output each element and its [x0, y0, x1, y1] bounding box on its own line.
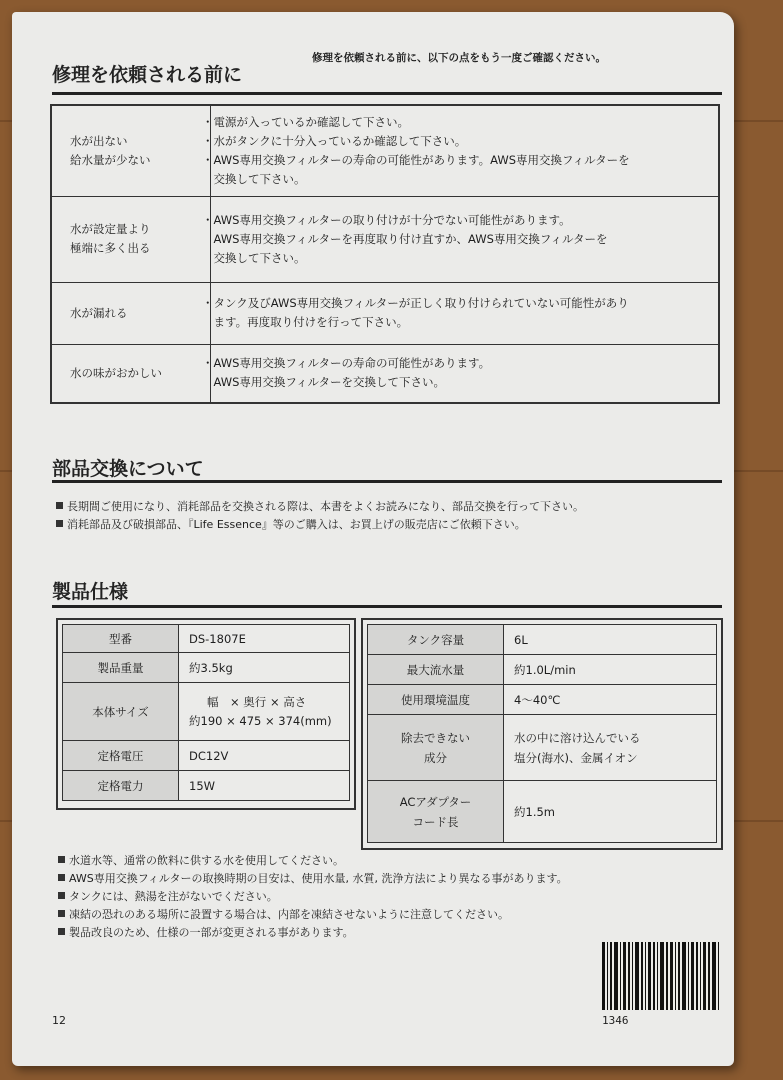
note-line: AWS専用交換フィルターの取換時期の目安は、使用水量, 水質, 洗浄方法により異なる事があります。 — [58, 870, 568, 886]
spec-row — [368, 625, 717, 655]
spec-row — [63, 625, 350, 653]
spec-table-left — [62, 624, 350, 801]
troubleshooting-row — [52, 106, 718, 197]
square-bullet-icon — [58, 928, 65, 935]
manual-page — [12, 12, 734, 1066]
remedy-cell: ・AWS専用交換フィルターの寿命の可能性があります。 AWS専用交換フィルターを交換して下さい。 — [202, 356, 491, 389]
spec-label: 定格電力 — [63, 771, 179, 801]
square-bullet-icon — [58, 874, 65, 881]
spec-value: 水の中に溶け込んでいる 塩分(海水)、金属イオン — [504, 715, 717, 781]
note-line: 凍結の恐れのある場所に設置する場合は、内部を凍結させないように注意してください。 — [58, 906, 509, 922]
spec-value: 幅 × 奥行 × 高さ 約190 × 475 × 374(mm) — [179, 683, 350, 741]
spec-value: 4～40℃ — [504, 685, 717, 715]
spec-label: タンク容量 — [368, 625, 504, 655]
spec-row — [63, 771, 350, 801]
symptom-cell: 水が出ない 給水量が少ない — [52, 106, 211, 196]
square-bullet-icon — [58, 892, 65, 899]
specs-title: 製品仕様 — [52, 581, 129, 603]
note-line: タンクには、熱湯を注がないでください。 — [58, 888, 278, 904]
troubleshooting-title: 修理を依頼される前に — [52, 64, 243, 86]
spec-row — [368, 685, 717, 715]
spec-label: ACアダプター コード長 — [368, 781, 504, 843]
spec-value: DC12V — [179, 741, 350, 771]
barcode-icon — [602, 942, 721, 1010]
barcode-number: 1346 — [602, 1014, 629, 1027]
spec-row — [63, 653, 350, 683]
troubleshooting-rule — [52, 92, 722, 95]
spec-row — [368, 715, 717, 781]
spec-label: 型番 — [63, 625, 179, 653]
spec-row — [63, 683, 350, 741]
symptom-cell: 水の味がおかしい — [52, 344, 211, 402]
parts-line: 長期間ご使用になり、消耗部品を交換される際は、本書をよくお読みになり、部品交換を行って下さい。 — [56, 498, 584, 514]
parts-title: 部品交換について — [52, 458, 204, 480]
spec-label: 製品重量 — [63, 653, 179, 683]
spec-value: 約1.5m — [504, 781, 717, 843]
note-line: 製品改良のため、仕様の一部が変更される事があります。 — [58, 924, 354, 940]
square-bullet-icon — [56, 520, 63, 527]
spec-value: 6L — [504, 625, 717, 655]
spec-value: 15W — [179, 771, 350, 801]
remedy-cell: ・タンク及びAWS専用交換フィルターが正しく取り付けられていない可能性があり ます。再度取り付けを行って下さい。 — [202, 296, 629, 329]
symptom-cell: 水が漏れる — [52, 282, 211, 344]
spec-value: 約1.0L/min — [504, 655, 717, 685]
spec-label: 本体サイズ — [63, 683, 179, 741]
remedy-cell: ・AWS専用交換フィルターの取り付けが十分でない可能性があります。 AWS専用交換フィルターを再度取り付け直すか、AWS専用交換フィルターを 交換して下さい。 — [202, 212, 608, 265]
troubleshooting-row — [52, 344, 718, 402]
spec-label: 除去できない 成分 — [368, 715, 504, 781]
spec-row — [63, 741, 350, 771]
square-bullet-icon — [56, 502, 63, 509]
square-bullet-icon — [58, 856, 65, 863]
specs-rule — [52, 605, 722, 608]
parts-rule — [52, 480, 722, 483]
symptom-cell: 水が設定量より 極端に多く出る — [52, 196, 211, 282]
troubleshooting-row — [52, 196, 718, 283]
spec-row — [368, 781, 717, 843]
parts-line: 消耗部品及び破損部品、『Life Essence』等のご購入は、お買上げの販売店にご依頼下さい。 — [56, 516, 526, 532]
spec-table-right — [367, 624, 717, 843]
spec-row — [368, 655, 717, 685]
spec-label: 使用環境温度 — [368, 685, 504, 715]
page-number: 12 — [52, 1014, 66, 1027]
troubleshooting-subtitle: 修理を依頼される前に、以下の点をもう一度ご確認ください。 — [312, 52, 606, 64]
troubleshooting-row — [52, 282, 718, 345]
spec-value: 約3.5kg — [179, 653, 350, 683]
remedy-cell: ・電源が入っているか確認して下さい。 ・水がタンクに十分入っているか確認して下さい。 ・AWS専用交換フィルターの寿命の可能性があります。AWS専用交換フィルターを 交換して下さい。 — [202, 115, 630, 186]
note-line: 水道水等、通常の飲料に供する水を使用してください。 — [58, 852, 344, 868]
square-bullet-icon — [58, 910, 65, 917]
spec-label: 定格電圧 — [63, 741, 179, 771]
troubleshooting-table — [50, 104, 720, 404]
spec-label: 最大流水量 — [368, 655, 504, 685]
spec-value: DS-1807E — [179, 625, 350, 653]
